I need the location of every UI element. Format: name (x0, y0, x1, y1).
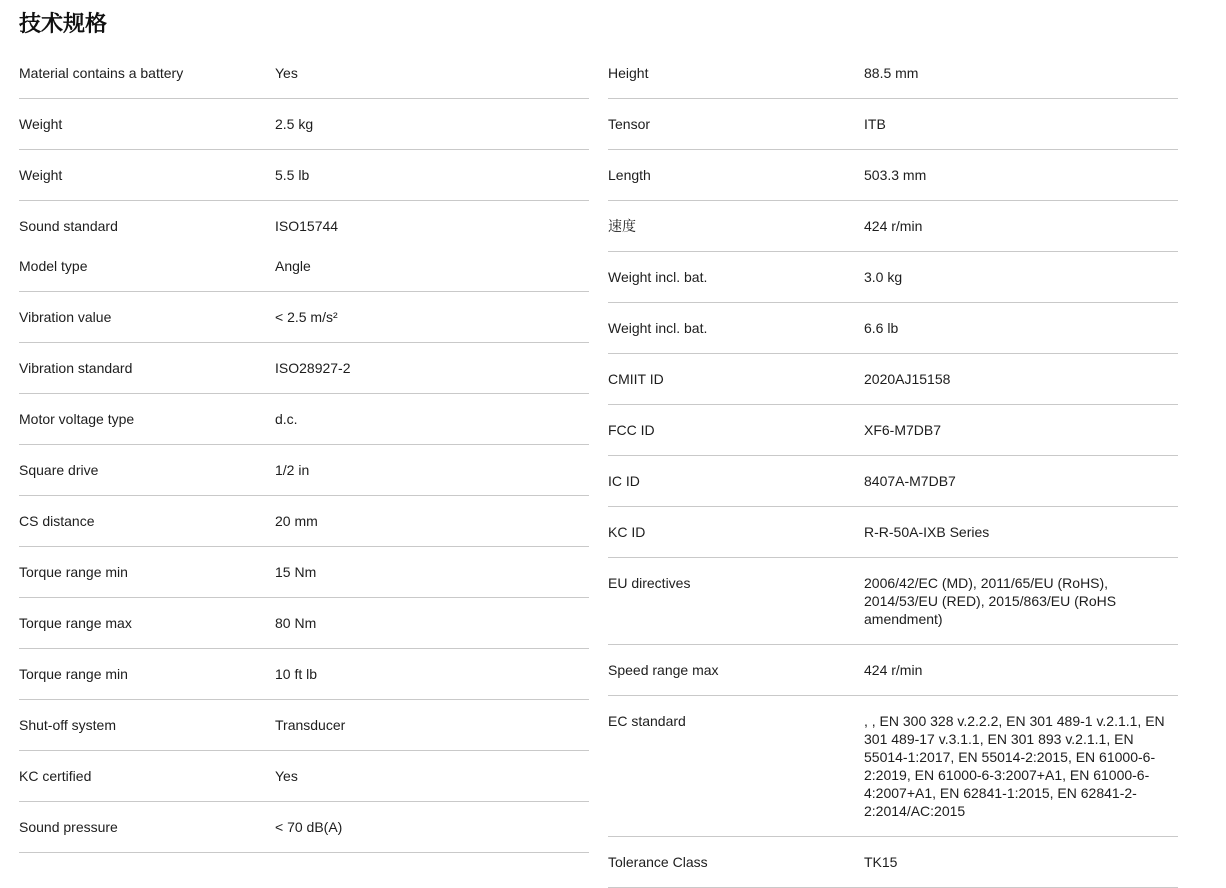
spec-value: 1/2 in (275, 462, 310, 478)
spec-value: Angle (275, 258, 311, 274)
spec-label: 速度 (608, 218, 636, 234)
spec-pair (19, 614, 589, 632)
spec-row (608, 48, 1178, 99)
spec-row (19, 802, 589, 853)
spec-row (19, 598, 589, 649)
spec-pair (19, 308, 589, 326)
spec-label: Torque range min (19, 564, 128, 580)
spec-label: Vibration value (19, 309, 112, 325)
spec-row (608, 354, 1178, 405)
spec-label: Sound pressure (19, 819, 118, 835)
spec-pair (19, 818, 589, 836)
spec-row (19, 150, 589, 201)
spec-value: 80 Nm (275, 615, 317, 631)
spec-pair (19, 166, 589, 184)
spec-value: 5.5 lb (275, 167, 310, 183)
spec-label: FCC ID (608, 422, 655, 438)
spec-label: CMIIT ID (608, 371, 664, 387)
spec-value: 6.6 lb (864, 320, 899, 336)
spec-row (19, 751, 589, 802)
spec-pair (19, 461, 589, 479)
spec-value: 424 r/min (864, 662, 923, 678)
spec-pair (608, 166, 1178, 184)
spec-label: Square drive (19, 462, 99, 478)
spec-value: 2006/42/EC (MD), 2011/65/EU (RoHS), 2014/53/EU (RED), 2015/863/EU (RoHS amendment) (864, 575, 1117, 627)
spec-pair (608, 268, 1178, 286)
spec-label: EC standard (608, 713, 686, 729)
spec-label: Torque range min (19, 666, 128, 682)
spec-label: Tolerance Class (608, 854, 708, 870)
spec-row (19, 48, 589, 99)
spec-value: ITB (864, 116, 886, 132)
spec-pair (608, 115, 1178, 133)
spec-pair (19, 716, 589, 734)
spec-row (19, 99, 589, 150)
spec-pair (19, 665, 589, 683)
spec-value: 8407A-M7DB7 (864, 473, 956, 489)
spec-row (608, 645, 1178, 696)
spec-pair (608, 712, 1178, 820)
spec-row (19, 292, 589, 343)
spec-value: < 70 dB(A) (275, 819, 343, 835)
spec-label: KC certified (19, 768, 92, 784)
spec-value: Yes (275, 768, 298, 784)
spec-value: R-R-50A-IXB Series (864, 524, 990, 540)
spec-value: 10 ft lb (275, 666, 318, 682)
spec-label: Height (608, 65, 649, 81)
spec-row (608, 837, 1178, 888)
spec-row (608, 201, 1178, 252)
spec-value: 503.3 mm (864, 167, 927, 183)
spec-pair (19, 217, 589, 235)
spec-row (19, 547, 589, 598)
spec-pair (608, 661, 1178, 679)
spec-label: Weight (19, 167, 63, 183)
spec-pair (608, 523, 1178, 541)
spec-row (608, 456, 1178, 507)
spec-pair (19, 359, 589, 377)
spec-page (0, 11, 1226, 870)
spec-value: Yes (275, 65, 298, 81)
spec-value: ISO28927-2 (275, 360, 351, 376)
spec-label: Model type (19, 258, 88, 274)
spec-row (608, 405, 1178, 456)
spec-row (19, 343, 589, 394)
spec-label: Vibration standard (19, 360, 133, 376)
spec-row (19, 700, 589, 751)
spec-value: XF6-M7DB7 (864, 422, 942, 438)
spec-row (19, 201, 589, 292)
spec-value: 20 mm (275, 513, 318, 529)
spec-columns (19, 48, 1178, 888)
spec-label: Sound standard (19, 218, 118, 234)
spec-value: 2.5 kg (275, 116, 314, 132)
spec-pair (608, 853, 1178, 871)
spec-column-left (19, 48, 589, 888)
spec-value: 3.0 kg (864, 269, 903, 285)
spec-value: Transducer (275, 717, 346, 733)
spec-label: Torque range max (19, 615, 132, 631)
spec-row (608, 696, 1178, 837)
spec-label: Speed range max (608, 662, 719, 678)
spec-row (608, 252, 1178, 303)
spec-label: CS distance (19, 513, 95, 529)
spec-label: IC ID (608, 473, 640, 489)
spec-label: Weight incl. bat. (608, 269, 708, 285)
spec-value: < 2.5 m/s² (275, 309, 338, 325)
spec-value: , , EN 300 328 v.2.2.2, EN 301 489-1 v.2.1.1, EN 301 489-17 v.3.1.1, EN 301 893 v.2.1.1, EN 55014-1:2017, EN 55014-2:2015, EN 61000-6-2:2019, EN 61000-6-3:2007+A1, EN 61000-6-4:2007+A1, EN 62841-1:2015, EN 62841-2-2:2014/AC:2015 (864, 713, 1165, 819)
spec-value: 88.5 mm (864, 65, 919, 81)
spec-pair (19, 410, 589, 428)
spec-pair (19, 64, 589, 82)
spec-column-right (608, 48, 1178, 888)
spec-row (608, 507, 1178, 558)
spec-row (19, 445, 589, 496)
spec-row (608, 150, 1178, 201)
spec-value: d.c. (275, 411, 298, 427)
spec-pair (608, 472, 1178, 490)
spec-value: 2020AJ15158 (864, 371, 951, 387)
spec-pair (608, 421, 1178, 439)
spec-label: Weight incl. bat. (608, 320, 708, 336)
spec-pair (19, 115, 589, 133)
spec-row (608, 99, 1178, 150)
spec-row (608, 558, 1178, 645)
spec-label: Length (608, 167, 651, 183)
spec-pair (608, 370, 1178, 388)
spec-row (608, 303, 1178, 354)
spec-label: Material contains a battery (19, 65, 184, 81)
spec-label: KC ID (608, 524, 646, 540)
spec-pair (19, 563, 589, 581)
spec-pair (608, 217, 1178, 235)
spec-label: EU directives (608, 575, 691, 591)
spec-pair (19, 512, 589, 530)
spec-value: 424 r/min (864, 218, 923, 234)
spec-label: Tensor (608, 116, 651, 132)
spec-pair (19, 767, 589, 785)
spec-pair (608, 64, 1178, 82)
spec-pair (608, 319, 1178, 337)
page-title: 技术规格 (19, 11, 108, 36)
spec-row (19, 394, 589, 445)
spec-label: Motor voltage type (19, 411, 135, 427)
spec-row (19, 496, 589, 547)
spec-value: ISO15744 (275, 218, 339, 234)
spec-label: Weight (19, 116, 63, 132)
spec-pair (608, 574, 1178, 628)
spec-label: Shut-off system (19, 717, 117, 733)
spec-value: 15 Nm (275, 564, 317, 580)
spec-value: TK15 (864, 854, 898, 870)
spec-pair (19, 257, 589, 275)
spec-row (19, 649, 589, 700)
